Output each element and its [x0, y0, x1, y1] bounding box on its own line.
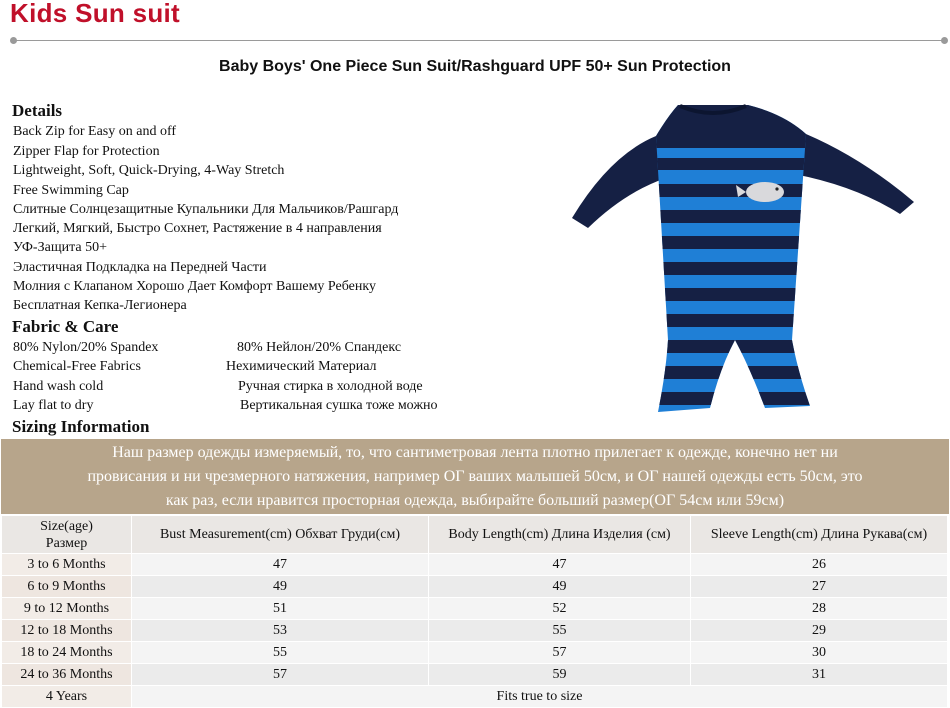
bust-cell: 55	[132, 642, 429, 664]
details-line: Бесплатная Кепка-Легионера	[13, 298, 187, 313]
sizing-note-line: как раз, если нравится просторная одежда, выбирайте больший размер(ОГ 54см или 59см)	[165, 492, 785, 509]
sun-suit-product-image	[570, 100, 915, 420]
sleeve-length-header: Sleeve Length(cm) Длина Рукава(см)	[691, 516, 948, 554]
body-length-cell: 57	[429, 642, 691, 664]
fabric-ru: Вертикальная сушка тоже можно	[240, 398, 438, 413]
fabric-en: 80% Nylon/20% Spandex	[13, 340, 159, 355]
details-line: Эластичная Подкладка на Передней Части	[13, 260, 267, 275]
sleeve-length-cell: 31	[691, 664, 948, 686]
fabric-ru: Ручная стирка в холодной воде	[238, 379, 423, 394]
size-cell: 24 to 36 Months	[2, 664, 132, 686]
details-line: Zipper Flap for Protection	[13, 144, 160, 159]
table-row	[2, 664, 948, 686]
sizing-note-line: Наш размер одежды измеряемый, то, что сантиметровая лента плотно прилегает к одежде, конечно нет ни	[112, 444, 838, 461]
size-chart-header	[2, 516, 948, 554]
bust-cell: 47	[132, 554, 429, 576]
table-row	[2, 576, 948, 598]
fabric-en: Lay flat to dry	[13, 398, 94, 413]
details-line: Легкий, Мягкий, Быстро Сохнет, Растяжение в 4 направления	[13, 221, 382, 236]
table-row	[2, 598, 948, 620]
bust-header: Bust Measurement(cm) Обхват Груди(см)	[132, 516, 429, 554]
size-header-ru: Размер	[45, 535, 88, 551]
bust-cell: 49	[132, 576, 429, 598]
details-heading: Details	[12, 101, 63, 120]
table-row	[2, 686, 948, 708]
sleeve-length-cell: 30	[691, 642, 948, 664]
sizing-heading: Sizing Information	[12, 417, 150, 436]
size-chart	[1, 515, 948, 708]
fabric-en: Chemical-Free Fabrics	[13, 359, 141, 374]
bust-cell: 57	[132, 664, 429, 686]
fabric-heading: Fabric & Care	[12, 317, 119, 336]
sizing-note	[1, 439, 949, 514]
table-row	[2, 642, 948, 664]
bust-cell: 51	[132, 598, 429, 620]
header-divider	[14, 40, 944, 41]
size-header-en: Size(age)	[40, 518, 93, 534]
body-length-cell: 55	[429, 620, 691, 642]
table-row	[2, 554, 948, 576]
body-length-header: Body Length(cm) Длина Изделия (см)	[429, 516, 691, 554]
sleeve-length-cell: 27	[691, 576, 948, 598]
sleeve-length-cell: 28	[691, 598, 948, 620]
bust-cell: 53	[132, 620, 429, 642]
fabric-ru: Нехимический Материал	[226, 359, 377, 374]
size-cell: 3 to 6 Months	[2, 554, 132, 576]
fabric-ru: 80% Нейлон/20% Спандекс	[237, 340, 402, 355]
size-header	[2, 516, 132, 554]
size-cell: 6 to 9 Months	[2, 576, 132, 598]
size-cell: 4 Years	[2, 686, 132, 708]
size-cell: 12 to 18 Months	[2, 620, 132, 642]
details-line: Back Zip for Easy on and off	[13, 124, 177, 139]
size-cell: 18 to 24 Months	[2, 642, 132, 664]
body-length-cell: 59	[429, 664, 691, 686]
body-length-cell: 49	[429, 576, 691, 598]
fabric-en: Hand wash cold	[13, 379, 104, 394]
fit-note-cell: Fits true to size	[132, 686, 948, 708]
product-title: Baby Boys' One Piece Sun Suit/Rashguard UPF 50+ Sun Protection	[219, 58, 731, 75]
size-cell: 9 to 12 Months	[2, 598, 132, 620]
body-length-cell: 52	[429, 598, 691, 620]
details-line: Free Swimming Cap	[13, 183, 129, 198]
details-line: Lightweight, Soft, Quick-Drying, 4-Way Stretch	[13, 163, 285, 178]
brand-title: Kids Sun suit	[10, 0, 181, 28]
table-row	[2, 620, 948, 642]
body-length-cell: 47	[429, 554, 691, 576]
details-line: Слитные Солнцезащитные Купальники Для Мальчиков/Рашгард	[13, 202, 399, 217]
sleeve-length-cell: 29	[691, 620, 948, 642]
sizing-note-line: провисания и ни чрезмерного натяжения, например ОГ ваших малышей 50см, и ОГ нашей одежды есть 50см, это	[87, 468, 863, 485]
details-line: Молния с Клапаном Хорошо Дает Комфорт Вашему Ребенку	[13, 279, 376, 294]
sleeve-length-cell: 26	[691, 554, 948, 576]
details-line: УФ-Защита 50+	[13, 240, 107, 255]
